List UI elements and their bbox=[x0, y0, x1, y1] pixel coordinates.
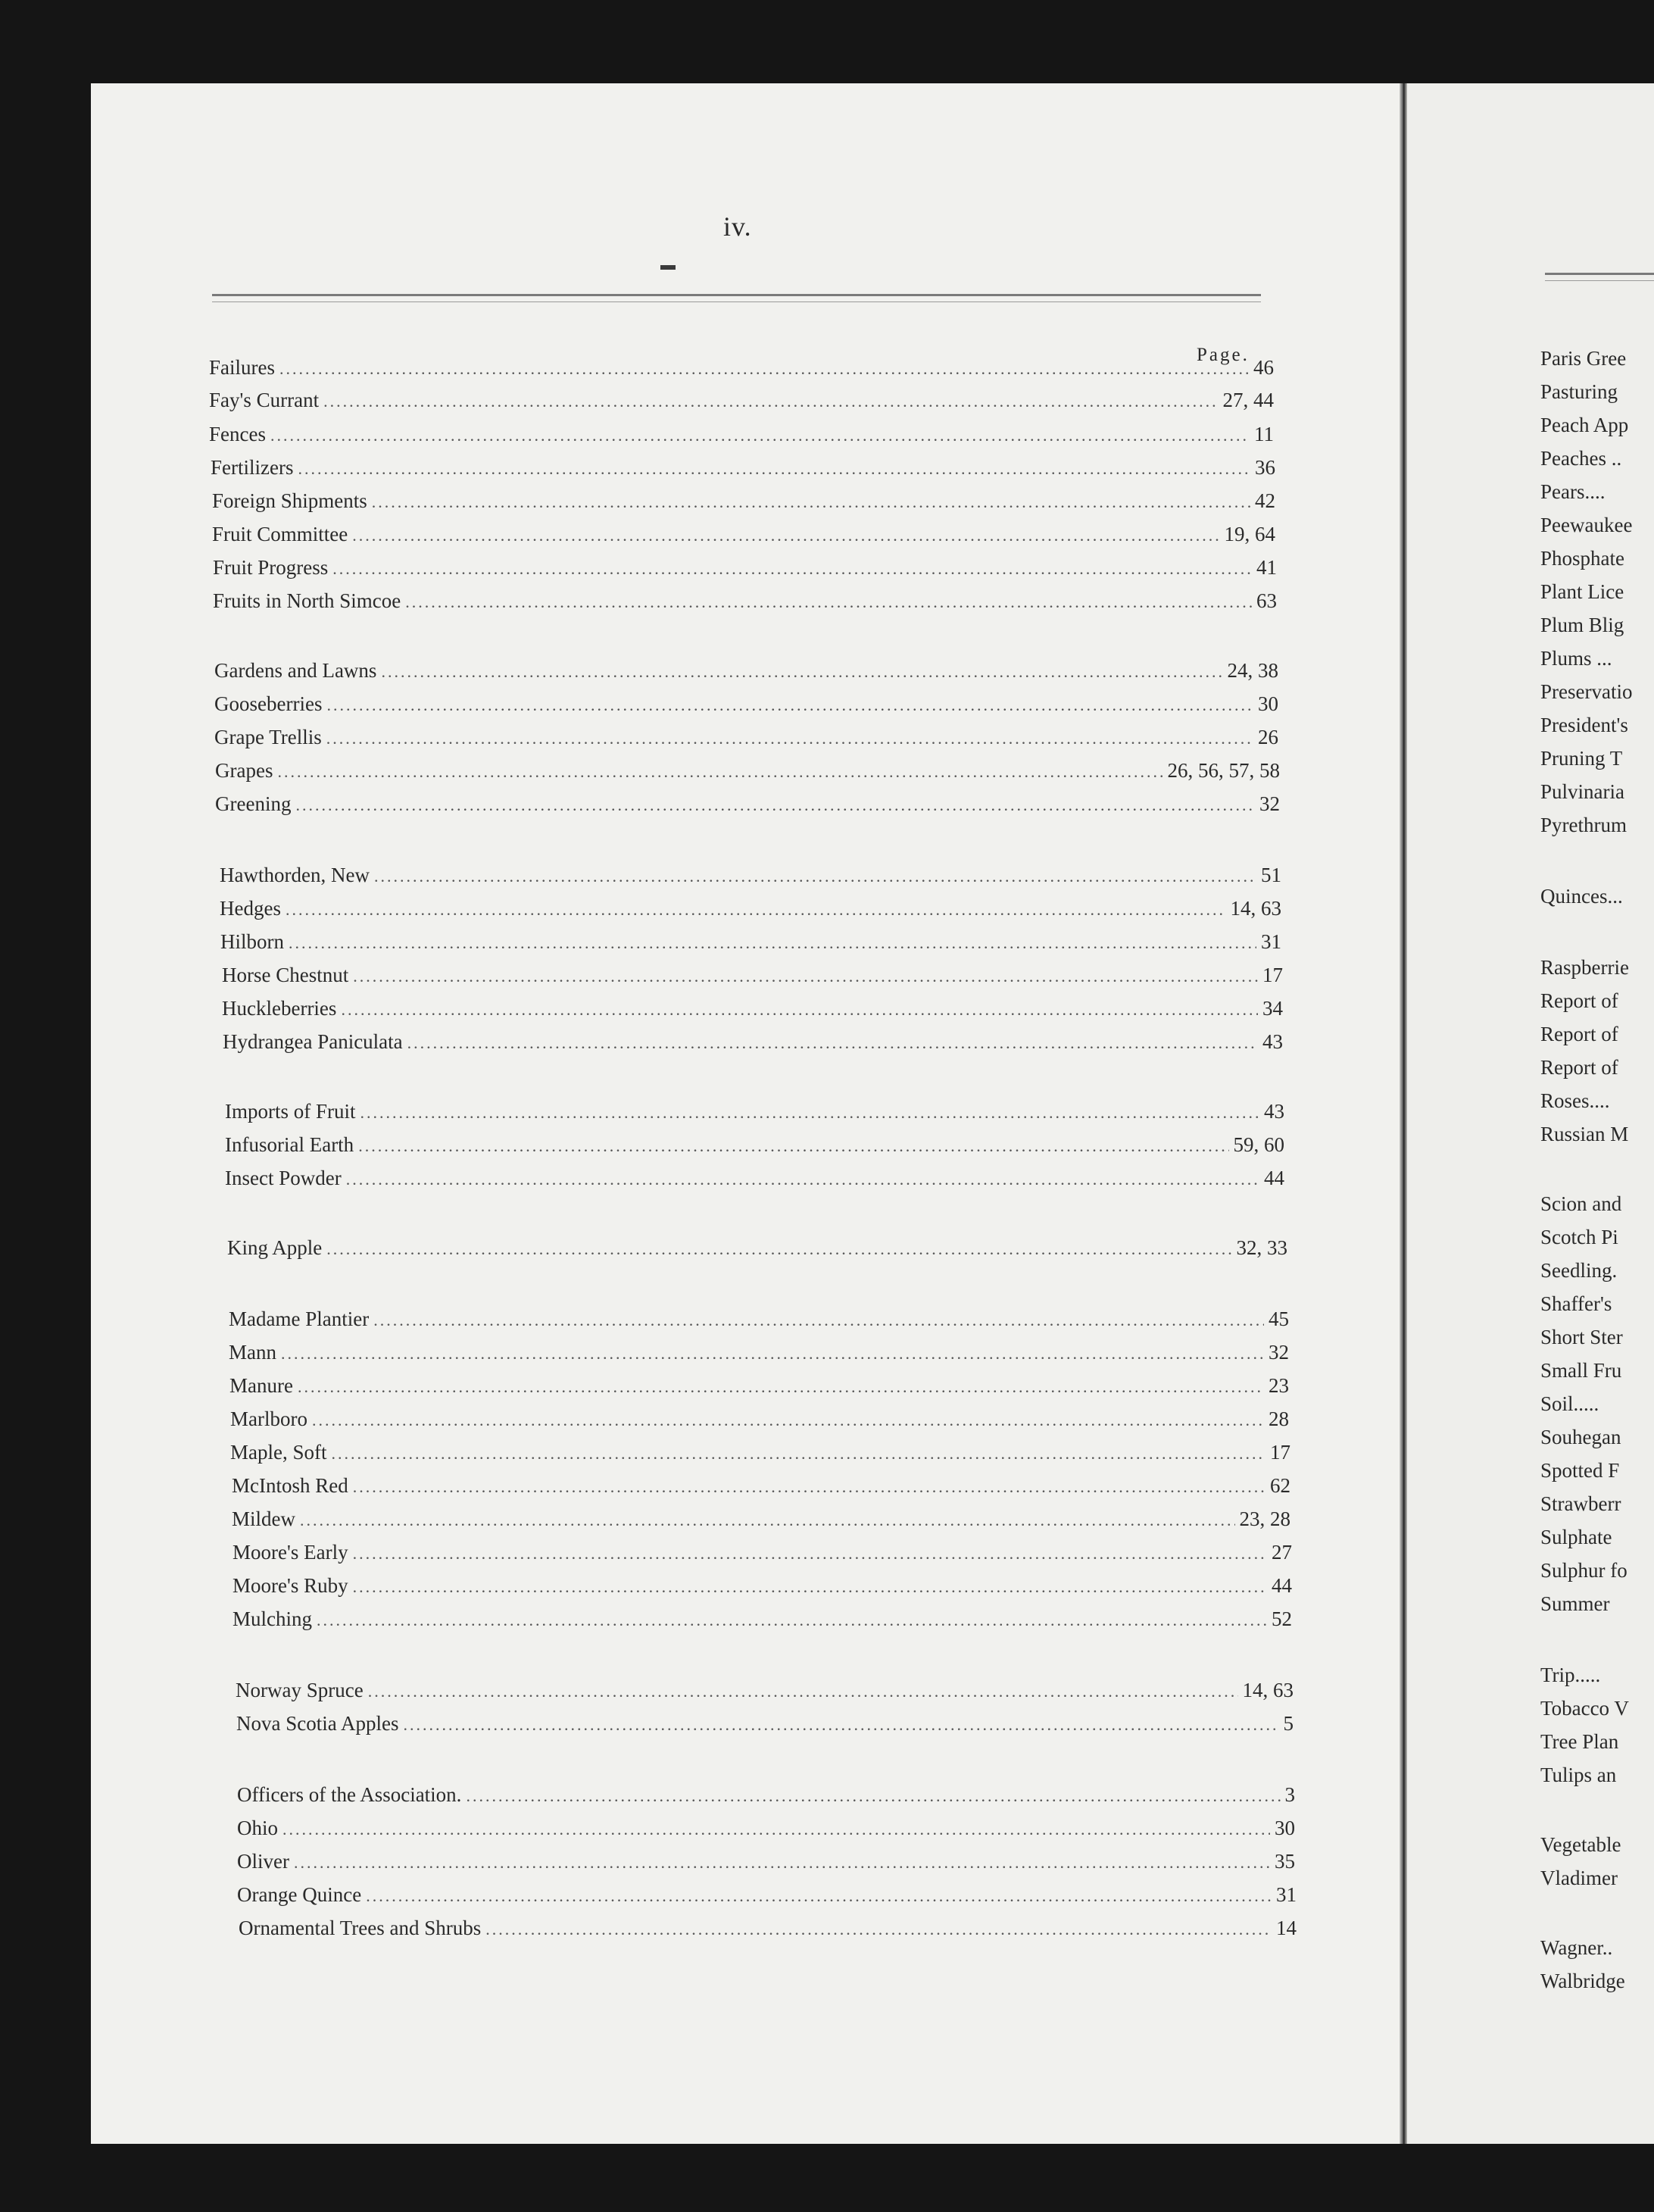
index-entry-pages: 43 bbox=[1262, 1030, 1283, 1053]
index-entry-pages: 30 bbox=[1275, 1817, 1295, 1839]
dot-leader bbox=[353, 1577, 1267, 1597]
index-entry bbox=[212, 489, 1275, 523]
index-entry bbox=[225, 1100, 1284, 1133]
index-entry-pages: 34 bbox=[1262, 997, 1283, 1020]
index-entry bbox=[211, 456, 1275, 489]
dot-leader bbox=[281, 1344, 1264, 1364]
index-entry bbox=[230, 1407, 1289, 1441]
index-entry-pages: 23 bbox=[1269, 1374, 1289, 1397]
index-entry-pages: 44 bbox=[1264, 1167, 1284, 1189]
right-index-entry: President's bbox=[1540, 714, 1628, 736]
dot-leader bbox=[298, 1377, 1264, 1397]
index-entry bbox=[209, 356, 1274, 389]
index-entry-name: Ornamental Trees and Shrubs bbox=[239, 1917, 482, 1939]
right-index-entry: Strawberr bbox=[1540, 1492, 1621, 1515]
dot-leader bbox=[374, 867, 1256, 886]
dot-leader bbox=[295, 795, 1255, 815]
dot-leader bbox=[312, 1411, 1264, 1430]
dot-leader bbox=[286, 900, 1226, 920]
right-index-entry: Walbridge bbox=[1540, 1970, 1625, 1992]
index-entry-name: Norway Spruce bbox=[236, 1679, 364, 1701]
index-entry-pages: 52 bbox=[1272, 1607, 1292, 1630]
dot-leader bbox=[346, 1170, 1259, 1189]
right-header-rule-thin bbox=[1545, 280, 1654, 281]
index-entry bbox=[232, 1474, 1290, 1507]
index-entry-pages: 14 bbox=[1276, 1917, 1297, 1939]
dot-leader bbox=[372, 492, 1250, 512]
dot-leader bbox=[352, 526, 1219, 545]
index-entry bbox=[213, 589, 1277, 623]
index-entry-pages: 41 bbox=[1256, 556, 1277, 579]
right-index-entry: Pyrethrum bbox=[1540, 814, 1627, 836]
index-entry-name: Huckleberries bbox=[222, 997, 337, 1020]
index-entry bbox=[232, 1541, 1292, 1574]
index-entry-pages: 43 bbox=[1264, 1100, 1284, 1123]
dot-leader bbox=[332, 559, 1252, 579]
dot-leader bbox=[403, 1715, 1278, 1735]
right-index-entry: Soil..... bbox=[1540, 1392, 1599, 1415]
right-header-rule bbox=[1545, 273, 1654, 275]
index-entry-pages: 35 bbox=[1275, 1850, 1295, 1873]
index-entry-name: Hedges bbox=[220, 897, 281, 920]
right-index-entry: Pulvinaria bbox=[1540, 780, 1624, 803]
right-index-entry: Plant Lice bbox=[1540, 580, 1624, 603]
right-index-entry: Phosphate bbox=[1540, 547, 1624, 570]
right-index-entry: Vegetable bbox=[1540, 1833, 1621, 1856]
right-index-entry: Paris Gree bbox=[1540, 347, 1627, 370]
dot-leader bbox=[360, 1103, 1260, 1123]
header-dash bbox=[660, 265, 676, 270]
right-index-entry: Tree Plan bbox=[1540, 1730, 1619, 1753]
index-entry bbox=[209, 423, 1274, 456]
dot-leader bbox=[407, 1033, 1258, 1053]
right-index-entry: Peewaukee bbox=[1540, 514, 1633, 536]
index-entry-name: Maple, Soft bbox=[230, 1441, 327, 1464]
dot-leader bbox=[270, 426, 1250, 445]
index-entry-pages: 17 bbox=[1270, 1441, 1290, 1464]
index-entry-name: Fay's Currant bbox=[209, 389, 320, 411]
index-entry-pages: 3 bbox=[1284, 1783, 1295, 1806]
index-entry-pages: 26 bbox=[1258, 726, 1278, 748]
index-entry bbox=[220, 864, 1281, 897]
index-entry-name: Officers of the Association. bbox=[237, 1783, 462, 1806]
index-entry-pages: 19, 64 bbox=[1224, 523, 1275, 545]
index-entry bbox=[209, 389, 1274, 422]
dot-leader bbox=[353, 967, 1258, 986]
index-entry-name: Fruits in North Simcoe bbox=[213, 589, 401, 612]
index-entry-pages: 51 bbox=[1261, 864, 1281, 886]
index-entry-name: Madame Plantier bbox=[229, 1308, 370, 1330]
index-entry-name: Foreign Shipments bbox=[212, 489, 367, 512]
dot-leader bbox=[300, 1511, 1235, 1530]
index-entry bbox=[213, 556, 1277, 589]
right-index-entry: Short Ster bbox=[1540, 1326, 1623, 1348]
index-entry-name: Hilborn bbox=[220, 930, 284, 953]
dot-leader bbox=[326, 1239, 1231, 1259]
index-entry-name: Hawthorden, New bbox=[220, 864, 370, 886]
index-entry bbox=[229, 1341, 1289, 1374]
right-index-entry: Scion and bbox=[1540, 1192, 1622, 1215]
index-entry-name: Fruit Committee bbox=[212, 523, 348, 545]
dot-leader bbox=[353, 1544, 1267, 1564]
index-entry-name: Failures bbox=[209, 356, 275, 379]
right-index-entry: Pruning T bbox=[1540, 747, 1623, 770]
dot-leader bbox=[289, 933, 1256, 953]
index-entry-name: Fences bbox=[209, 423, 266, 445]
index-entry-name: Imports of Fruit bbox=[225, 1100, 356, 1123]
right-index-entry: Peaches .. bbox=[1540, 447, 1622, 470]
index-entry-name: Marlboro bbox=[230, 1407, 307, 1430]
right-index-entry: Report of bbox=[1540, 1056, 1618, 1079]
dot-leader bbox=[282, 1820, 1270, 1839]
right-index-entry: Sulphate bbox=[1540, 1526, 1612, 1548]
book-gutter bbox=[1400, 83, 1407, 2144]
index-entry bbox=[229, 1308, 1289, 1341]
right-index-entry: Small Fru bbox=[1540, 1359, 1622, 1382]
right-index-entry: Wagner.. bbox=[1540, 1936, 1613, 1959]
index-entry-pages: 27 bbox=[1272, 1541, 1292, 1564]
dot-leader bbox=[341, 1000, 1258, 1020]
index-entry bbox=[237, 1883, 1297, 1917]
index-entry-pages: 11 bbox=[1254, 423, 1274, 445]
page-number: iv. bbox=[723, 211, 752, 242]
index-entry bbox=[236, 1679, 1294, 1712]
index-entry bbox=[215, 759, 1280, 792]
index-entry-name: Mann bbox=[229, 1341, 276, 1364]
dot-leader bbox=[279, 359, 1249, 379]
dot-leader bbox=[294, 1853, 1270, 1873]
right-index-entry: Scotch Pi bbox=[1540, 1226, 1618, 1248]
dot-leader bbox=[358, 1136, 1228, 1156]
right-index-entry: Plums ... bbox=[1540, 647, 1612, 670]
dot-leader bbox=[368, 1682, 1238, 1701]
right-index-entry: Roses.... bbox=[1540, 1089, 1610, 1112]
index-entry-name: Ohio bbox=[237, 1817, 278, 1839]
index-entry-pages: 46 bbox=[1253, 356, 1274, 379]
right-index-entry: Tulips an bbox=[1540, 1764, 1617, 1786]
right-index-entry: Trip..... bbox=[1540, 1664, 1601, 1686]
index-entry bbox=[222, 964, 1283, 997]
index-entry-name: Orange Quince bbox=[237, 1883, 362, 1906]
index-entry-name: Moore's Early bbox=[232, 1541, 348, 1564]
index-entry-name: Fruit Progress bbox=[213, 556, 329, 579]
index-entry-name: Gardens and Lawns bbox=[214, 659, 377, 682]
index-entry-name: Hydrangea Paniculata bbox=[223, 1030, 403, 1053]
dot-leader bbox=[373, 1311, 1264, 1330]
index-entry-pages: 45 bbox=[1269, 1308, 1289, 1330]
dot-leader bbox=[298, 459, 1250, 479]
right-index-entry: Pasturing bbox=[1540, 380, 1618, 403]
index-entry bbox=[220, 897, 1281, 930]
index-entry-name: Grapes bbox=[215, 759, 273, 782]
index-entry-pages: 59, 60 bbox=[1233, 1133, 1284, 1156]
index-entry bbox=[232, 1607, 1292, 1641]
index-entry-pages: 31 bbox=[1276, 1883, 1297, 1906]
index-entry-pages: 63 bbox=[1256, 589, 1277, 612]
index-entry-name: Horse Chestnut bbox=[222, 964, 349, 986]
index-entry bbox=[230, 1441, 1290, 1474]
right-index-entry: Sulphur fo bbox=[1540, 1559, 1627, 1582]
index-entry-pages: 32 bbox=[1269, 1341, 1289, 1364]
index-entry-pages: 31 bbox=[1261, 930, 1281, 953]
index-entry-name: Manure bbox=[229, 1374, 293, 1397]
index-entry bbox=[227, 1236, 1287, 1270]
index-entry bbox=[215, 792, 1280, 826]
dot-leader bbox=[323, 392, 1218, 411]
index-entry-pages: 23, 28 bbox=[1239, 1507, 1290, 1530]
right-index-entry: Tobacco V bbox=[1540, 1697, 1629, 1720]
index-entry bbox=[229, 1374, 1289, 1407]
index-entry bbox=[237, 1850, 1295, 1883]
index-entry-name: Fertilizers bbox=[211, 456, 294, 479]
index-entry bbox=[220, 930, 1281, 964]
index-entry-name: Infusorial Earth bbox=[225, 1133, 354, 1156]
index-entry-pages: 30 bbox=[1258, 692, 1278, 715]
dot-leader bbox=[353, 1477, 1265, 1497]
index-entry-pages: 42 bbox=[1255, 489, 1275, 512]
dot-leader bbox=[405, 592, 1252, 612]
index-entry-pages: 27, 44 bbox=[1222, 389, 1274, 411]
right-index-entry: Shaffer's bbox=[1540, 1292, 1612, 1315]
index-entry-pages: 44 bbox=[1272, 1574, 1292, 1597]
right-index-entry: Vladimer bbox=[1540, 1867, 1618, 1889]
index-entry-pages: 14, 63 bbox=[1230, 897, 1281, 920]
right-index-entry: Quinces... bbox=[1540, 885, 1623, 908]
index-entry bbox=[237, 1783, 1295, 1817]
header-rule bbox=[212, 294, 1261, 296]
right-index-entry: Summer bbox=[1540, 1592, 1610, 1615]
index-entry-name: McIntosh Red bbox=[232, 1474, 348, 1497]
index-entry bbox=[225, 1133, 1284, 1167]
index-entry bbox=[222, 997, 1283, 1030]
right-index-entry: Spotted F bbox=[1540, 1459, 1620, 1482]
index-entry-name: Greening bbox=[215, 792, 292, 815]
index-entry-name: Mulching bbox=[232, 1607, 312, 1630]
index-entry bbox=[232, 1574, 1292, 1607]
dot-leader bbox=[317, 1611, 1267, 1630]
index-entry bbox=[237, 1817, 1295, 1850]
index-entry bbox=[214, 659, 1278, 692]
dot-leader bbox=[326, 695, 1253, 715]
index-entry-name: Moore's Ruby bbox=[232, 1574, 348, 1597]
index-entry bbox=[212, 523, 1275, 556]
index-entry-pages: 28 bbox=[1269, 1407, 1289, 1430]
right-index-entry: Report of bbox=[1540, 1023, 1618, 1045]
index-entry-pages: 32, 33 bbox=[1236, 1236, 1287, 1259]
right-index-entry: Peach App bbox=[1540, 414, 1629, 436]
page-column-header: Page. bbox=[1197, 345, 1250, 365]
index-entry-pages: 24, 38 bbox=[1227, 659, 1278, 682]
index-entry bbox=[239, 1917, 1297, 1950]
right-index-entry: Seedling. bbox=[1540, 1259, 1618, 1282]
index-entry-name: Gooseberries bbox=[214, 692, 323, 715]
right-index-entry: Souhegan bbox=[1540, 1426, 1621, 1448]
dot-leader bbox=[366, 1886, 1272, 1906]
dot-leader bbox=[381, 662, 1222, 682]
right-index-entry: Raspberrie bbox=[1540, 956, 1629, 979]
index-entry-name: Oliver bbox=[237, 1850, 289, 1873]
index-entry bbox=[223, 1030, 1283, 1064]
dot-leader bbox=[485, 1920, 1272, 1939]
index-entry bbox=[214, 692, 1278, 726]
index-entry-pages: 17 bbox=[1262, 964, 1283, 986]
right-index-entry: Plum Blig bbox=[1540, 614, 1624, 636]
index-entry-pages: 26, 56, 57, 58 bbox=[1167, 759, 1280, 782]
dot-leader bbox=[332, 1444, 1266, 1464]
index-entry-pages: 5 bbox=[1283, 1712, 1294, 1735]
dot-leader bbox=[466, 1786, 1280, 1806]
right-index-entry: Pears.... bbox=[1540, 480, 1606, 503]
index-entry-name: Grape Trellis bbox=[214, 726, 322, 748]
right-index-entry: Report of bbox=[1540, 989, 1618, 1012]
index-entry-name: Insect Powder bbox=[225, 1167, 342, 1189]
index-entry bbox=[225, 1167, 1284, 1200]
index-entry-pages: 14, 63 bbox=[1242, 1679, 1294, 1701]
index-entry bbox=[214, 726, 1278, 759]
right-index-entry: Preservatio bbox=[1540, 680, 1633, 703]
index-entry-pages: 62 bbox=[1270, 1474, 1290, 1497]
index-entry-name: Mildew bbox=[232, 1507, 295, 1530]
index-entry bbox=[236, 1712, 1294, 1745]
index-entry-name: King Apple bbox=[227, 1236, 323, 1259]
dot-leader bbox=[277, 762, 1162, 782]
dot-leader bbox=[326, 729, 1253, 748]
index-entry-pages: 36 bbox=[1255, 456, 1275, 479]
index-entry bbox=[232, 1507, 1290, 1541]
index-entry-pages: 32 bbox=[1259, 792, 1280, 815]
header-rule-thin bbox=[212, 301, 1261, 302]
right-index-entry: Russian M bbox=[1540, 1123, 1629, 1145]
index-entry-name: Nova Scotia Apples bbox=[236, 1712, 399, 1735]
